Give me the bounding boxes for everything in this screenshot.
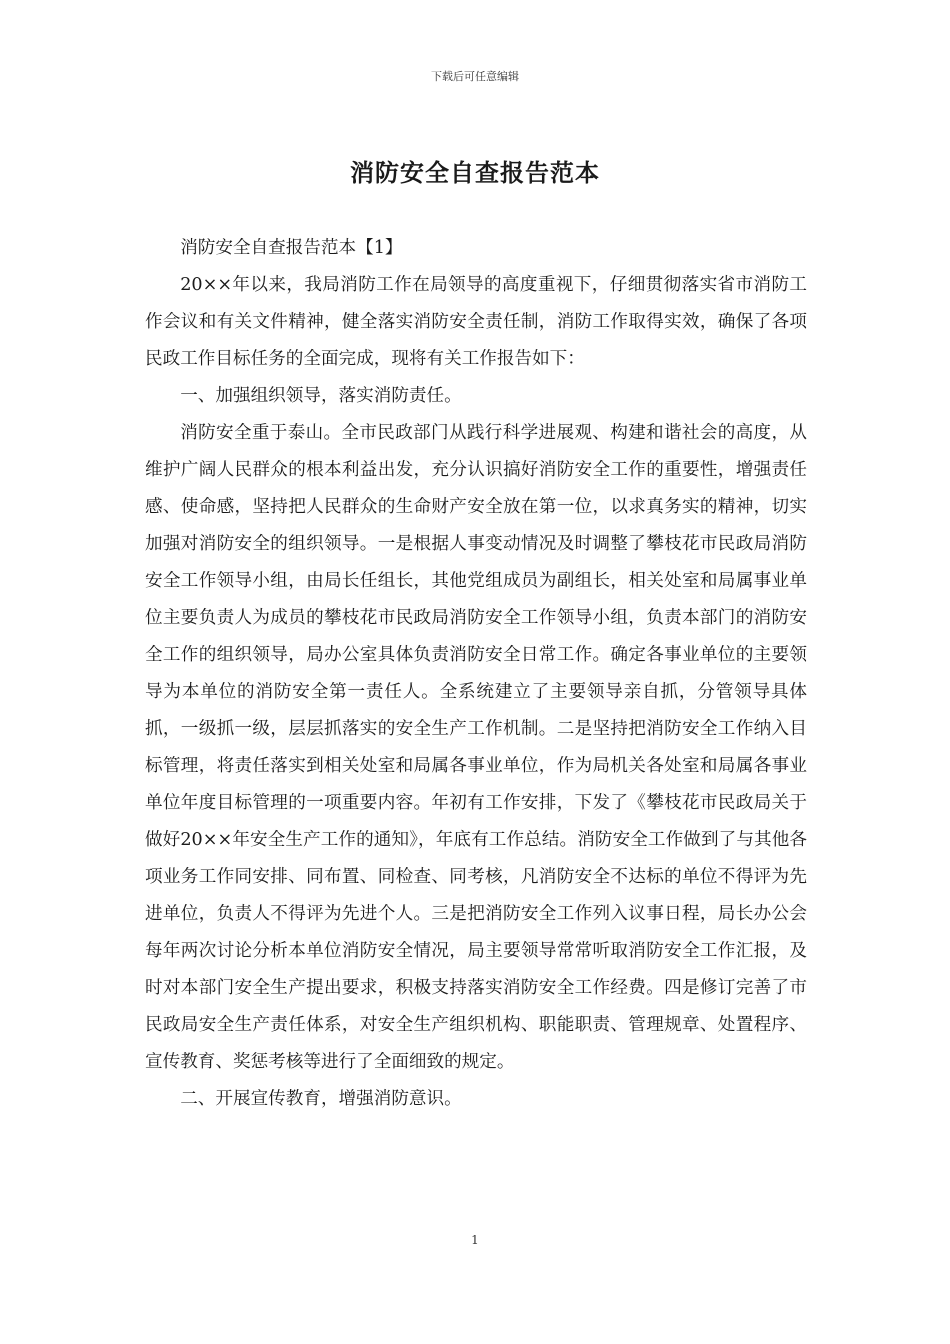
paragraph-intro: 20××年以来，我局消防工作在局领导的高度重视下，仔细贯彻落实省市消防工作会议和有关文件精神，健全落实消防安全责任制，消防工作取得实效，确保了各项民政工作目标任务的全面完成，现将有关工作报告如下： [145, 275, 807, 369]
page-number: 1 [471, 1233, 479, 1247]
paragraph-subtitle: 消防安全自查报告范本【1】 [180, 238, 403, 258]
section-heading-2: 二、开展宣传教育，增强消防意识。 [180, 1089, 462, 1109]
header-note: 下载后可任意编辑 [431, 70, 519, 83]
document-body [145, 230, 807, 1118]
paragraph-section-1-body: 消防安全重于泰山。全市民政部门从践行科学进展观、构建和谐社会的高度，从维护广阔人民群众的根本利益出发，充分认识搞好消防安全工作的重要性，增强责任感、使命感，坚持把人民群众的生命财产安全放在第一位，以求真务实的精神，切实加强对消防安全的组织领导。一是根据人事变动情况及时调整了攀枝花市民政局消防安全工作领导小组，由局长任组长，其他党组成员为副组长，相关处室和局属事业单位主要负责人为成员的攀枝花市民政局消防安全工作领导小组，负责本部门的消防安全工作的组织领导，局办公室具体负责消防安全日常工作。确定各事业单位的主要领导为本单位的消防安全第一责任人。全系统建立了主要领导亲自抓，分管领导具体抓，一级抓一级，层层抓落实的安全生产工作机制。二是坚持把消防安全工作纳入目标管理，将责任落实到相关处室和局属各事业单位，作为局机关各处室和局属各事业单位年度目标管理的一项重要内容。年初有工作安排，下发了《攀枝花市民政局关于做好20××年安全生产工作的通知》，年底有工作总结。消防安全工作做到了与其他各项业务工作同安排、同布置、同检查、同考核，凡消防安全不达标的单位不得评为先进单位，负责人不得评为先进个人。三是把消防安全工作列入议事日程，局长办公会每年两次讨论分析本单位消防安全情况，局主要领导常常听取消防安全工作汇报，及时对本部门安全生产提出要求，积极支持落实消防安全工作经费。四是修订完善了市民政局安全生产责任体系，对安全生产组织机构、职能职责、管理规章、处置程序、宣传教育、奖惩考核等进行了全面细致的规定。 [145, 423, 807, 1072]
section-heading-1: 一、加强组织领导，落实消防责任。 [180, 386, 462, 406]
document-title: 消防安全自查报告范本 [350, 158, 600, 187]
